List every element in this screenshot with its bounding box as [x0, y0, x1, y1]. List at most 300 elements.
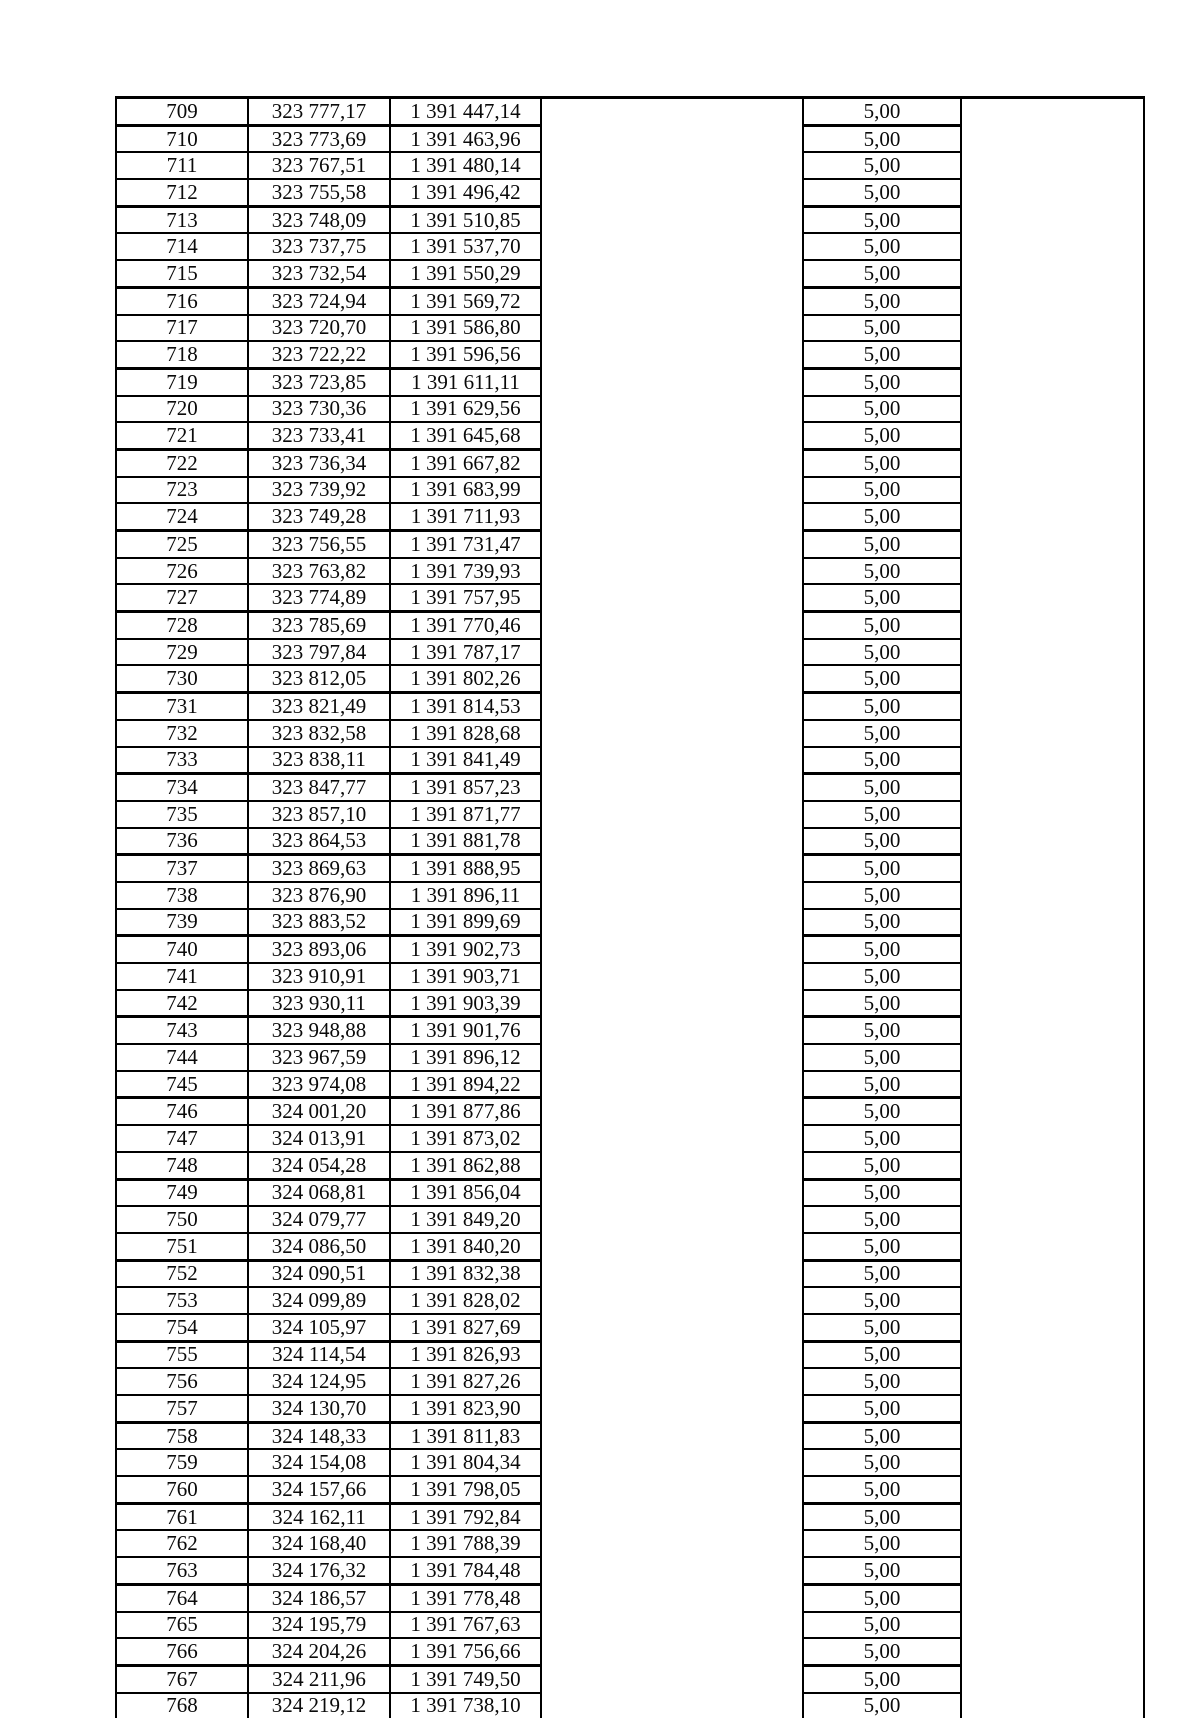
table-row — [116, 179, 1144, 206]
empty-cell — [541, 1693, 803, 1718]
empty-cell-right — [961, 720, 1144, 747]
table-row — [116, 1503, 1144, 1530]
table-row — [116, 1098, 1144, 1125]
table-row — [116, 1665, 1144, 1692]
point-number-cell: 739 — [116, 909, 248, 936]
table-row — [116, 449, 1144, 476]
point-number-cell: 752 — [116, 1260, 248, 1287]
empty-cell — [541, 422, 803, 449]
empty-cell-right — [961, 206, 1144, 233]
coordinate-x-cell: 324 124,95 — [248, 1368, 390, 1395]
point-number-cell: 711 — [116, 152, 248, 179]
empty-cell-right — [961, 1665, 1144, 1692]
point-number-cell: 753 — [116, 1287, 248, 1314]
table-row — [116, 98, 1144, 126]
coordinate-x-cell: 323 838,11 — [248, 747, 390, 774]
value-cell: 5,00 — [803, 855, 961, 882]
coordinate-x-cell: 324 086,50 — [248, 1233, 390, 1260]
point-number-cell: 719 — [116, 368, 248, 395]
table-row — [116, 152, 1144, 179]
value-cell: 5,00 — [803, 558, 961, 585]
empty-cell-right — [961, 665, 1144, 692]
coordinate-x-cell: 323 755,58 — [248, 179, 390, 206]
empty-cell-right — [961, 233, 1144, 260]
value-cell: 5,00 — [803, 1233, 961, 1260]
empty-cell — [541, 855, 803, 882]
coordinate-x-cell: 324 157,66 — [248, 1476, 390, 1503]
value-cell: 5,00 — [803, 1503, 961, 1530]
coordinate-x-cell: 323 756,55 — [248, 531, 390, 558]
table-row — [116, 368, 1144, 395]
value-cell: 5,00 — [803, 936, 961, 963]
coordinate-x-cell: 324 105,97 — [248, 1314, 390, 1341]
value-cell: 5,00 — [803, 1476, 961, 1503]
empty-cell-right — [961, 855, 1144, 882]
value-cell: 5,00 — [803, 1314, 961, 1341]
coordinate-y-cell: 1 391 903,71 — [390, 963, 541, 990]
point-number-cell: 755 — [116, 1341, 248, 1368]
empty-cell-right — [961, 287, 1144, 314]
empty-cell — [541, 1449, 803, 1476]
coordinate-x-cell: 324 204,26 — [248, 1638, 390, 1665]
coordinate-y-cell: 1 391 667,82 — [390, 449, 541, 476]
coordinate-y-cell: 1 391 896,12 — [390, 1044, 541, 1071]
coordinate-y-cell: 1 391 873,02 — [390, 1125, 541, 1152]
coordinate-y-cell: 1 391 778,48 — [390, 1584, 541, 1611]
coordinate-y-cell: 1 391 826,93 — [390, 1341, 541, 1368]
value-cell: 5,00 — [803, 720, 961, 747]
coordinate-x-cell: 323 785,69 — [248, 612, 390, 639]
point-number-cell: 732 — [116, 720, 248, 747]
table-row — [116, 1152, 1144, 1179]
empty-cell — [541, 828, 803, 855]
coordinate-x-cell: 323 722,22 — [248, 341, 390, 368]
point-number-cell: 754 — [116, 1314, 248, 1341]
point-number-cell: 731 — [116, 693, 248, 720]
coordinate-y-cell: 1 391 611,11 — [390, 368, 541, 395]
empty-cell — [541, 720, 803, 747]
coordinate-y-cell: 1 391 894,22 — [390, 1071, 541, 1098]
coordinate-x-cell: 323 967,59 — [248, 1044, 390, 1071]
value-cell: 5,00 — [803, 368, 961, 395]
point-number-cell: 729 — [116, 639, 248, 666]
coordinate-y-cell: 1 391 749,50 — [390, 1665, 541, 1692]
table-row — [116, 287, 1144, 314]
point-number-cell: 715 — [116, 260, 248, 287]
coordinate-x-cell: 324 168,40 — [248, 1530, 390, 1557]
point-number-cell: 759 — [116, 1449, 248, 1476]
table-row — [116, 720, 1144, 747]
coordinate-y-cell: 1 391 550,29 — [390, 260, 541, 287]
coordinate-x-cell: 324 148,33 — [248, 1422, 390, 1449]
value-cell: 5,00 — [803, 315, 961, 342]
empty-cell-right — [961, 693, 1144, 720]
table-row — [116, 1449, 1144, 1476]
coordinate-y-cell: 1 391 828,68 — [390, 720, 541, 747]
empty-cell — [541, 315, 803, 342]
coordinate-x-cell: 324 176,32 — [248, 1557, 390, 1584]
point-number-cell: 741 — [116, 963, 248, 990]
empty-cell — [541, 260, 803, 287]
empty-cell-right — [961, 368, 1144, 395]
point-number-cell: 720 — [116, 396, 248, 423]
table-row — [116, 1530, 1144, 1557]
table-row — [116, 1584, 1144, 1611]
coordinate-y-cell: 1 391 569,72 — [390, 287, 541, 314]
empty-cell — [541, 1233, 803, 1260]
coordinate-y-cell: 1 391 784,48 — [390, 1557, 541, 1584]
empty-cell-right — [961, 558, 1144, 585]
point-number-cell: 727 — [116, 584, 248, 611]
empty-cell-right — [961, 1638, 1144, 1665]
coordinate-y-cell: 1 391 756,66 — [390, 1638, 541, 1665]
point-number-cell: 767 — [116, 1665, 248, 1692]
point-number-cell: 722 — [116, 449, 248, 476]
coordinate-x-cell: 323 821,49 — [248, 693, 390, 720]
coordinate-x-cell: 323 876,90 — [248, 882, 390, 909]
empty-cell-right — [961, 1017, 1144, 1044]
empty-cell-right — [961, 612, 1144, 639]
empty-cell — [541, 963, 803, 990]
empty-cell-right — [961, 1314, 1144, 1341]
coordinate-x-cell: 323 732,54 — [248, 260, 390, 287]
empty-cell — [541, 1530, 803, 1557]
point-number-cell: 736 — [116, 828, 248, 855]
empty-cell — [541, 1612, 803, 1639]
value-cell: 5,00 — [803, 179, 961, 206]
coordinate-y-cell: 1 391 881,78 — [390, 828, 541, 855]
coordinate-y-cell: 1 391 463,96 — [390, 125, 541, 152]
point-number-cell: 728 — [116, 612, 248, 639]
coordinate-y-cell: 1 391 899,69 — [390, 909, 541, 936]
empty-cell-right — [961, 747, 1144, 774]
empty-cell-right — [961, 179, 1144, 206]
empty-cell — [541, 747, 803, 774]
table-row — [116, 665, 1144, 692]
empty-cell-right — [961, 1693, 1144, 1718]
coordinate-x-cell: 323 748,09 — [248, 206, 390, 233]
table-row — [116, 828, 1144, 855]
empty-cell — [541, 1665, 803, 1692]
value-cell: 5,00 — [803, 693, 961, 720]
point-number-cell: 716 — [116, 287, 248, 314]
empty-cell-right — [961, 341, 1144, 368]
point-number-cell: 748 — [116, 1152, 248, 1179]
value-cell: 5,00 — [803, 449, 961, 476]
empty-cell-right — [961, 1395, 1144, 1422]
table-row — [116, 1179, 1144, 1206]
empty-cell — [541, 1152, 803, 1179]
empty-cell — [541, 449, 803, 476]
coordinate-y-cell: 1 391 896,11 — [390, 882, 541, 909]
coordinate-x-cell: 324 090,51 — [248, 1260, 390, 1287]
coordinate-x-cell: 324 114,54 — [248, 1341, 390, 1368]
value-cell: 5,00 — [803, 233, 961, 260]
table-row — [116, 341, 1144, 368]
coordinate-x-cell: 324 054,28 — [248, 1152, 390, 1179]
table-row — [116, 747, 1144, 774]
table-row — [116, 1314, 1144, 1341]
coordinate-x-cell: 324 154,08 — [248, 1449, 390, 1476]
coordinate-table — [115, 96, 1145, 1718]
point-number-cell: 757 — [116, 1395, 248, 1422]
table-row — [116, 882, 1144, 909]
empty-cell — [541, 233, 803, 260]
empty-cell-right — [961, 396, 1144, 423]
coordinate-x-cell: 324 099,89 — [248, 1287, 390, 1314]
point-number-cell: 746 — [116, 1098, 248, 1125]
table-row — [116, 1368, 1144, 1395]
empty-cell — [541, 1260, 803, 1287]
coordinate-y-cell: 1 391 862,88 — [390, 1152, 541, 1179]
coordinate-y-cell: 1 391 739,93 — [390, 558, 541, 585]
empty-cell — [541, 179, 803, 206]
point-number-cell: 713 — [116, 206, 248, 233]
table-row — [116, 1476, 1144, 1503]
value-cell: 5,00 — [803, 531, 961, 558]
coordinate-x-cell: 323 730,36 — [248, 396, 390, 423]
table-row — [116, 503, 1144, 530]
empty-cell — [541, 639, 803, 666]
value-cell: 5,00 — [803, 396, 961, 423]
empty-cell-right — [961, 531, 1144, 558]
coordinate-x-cell: 323 857,10 — [248, 801, 390, 828]
point-number-cell: 745 — [116, 1071, 248, 1098]
value-cell: 5,00 — [803, 801, 961, 828]
empty-cell-right — [961, 1179, 1144, 1206]
table-row — [116, 1287, 1144, 1314]
value-cell: 5,00 — [803, 882, 961, 909]
coordinate-y-cell: 1 391 903,39 — [390, 990, 541, 1017]
empty-cell-right — [961, 1125, 1144, 1152]
point-number-cell: 768 — [116, 1693, 248, 1718]
value-cell: 5,00 — [803, 1152, 961, 1179]
value-cell: 5,00 — [803, 152, 961, 179]
empty-cell-right — [961, 1449, 1144, 1476]
coordinate-y-cell: 1 391 767,63 — [390, 1612, 541, 1639]
empty-cell — [541, 1584, 803, 1611]
point-number-cell: 764 — [116, 1584, 248, 1611]
coordinate-y-cell: 1 391 828,02 — [390, 1287, 541, 1314]
empty-cell — [541, 1314, 803, 1341]
empty-cell-right — [961, 584, 1144, 611]
table-row — [116, 909, 1144, 936]
coordinate-x-cell: 324 079,77 — [248, 1206, 390, 1233]
coordinate-y-cell: 1 391 877,86 — [390, 1098, 541, 1125]
empty-cell-right — [961, 125, 1144, 152]
empty-cell-right — [961, 882, 1144, 909]
empty-cell — [541, 1368, 803, 1395]
point-number-cell: 726 — [116, 558, 248, 585]
empty-cell — [541, 936, 803, 963]
table-row — [116, 774, 1144, 801]
table-row — [116, 1638, 1144, 1665]
empty-cell — [541, 612, 803, 639]
value-cell: 5,00 — [803, 1125, 961, 1152]
coordinate-x-cell: 323 724,94 — [248, 287, 390, 314]
empty-cell — [541, 503, 803, 530]
coordinate-x-cell: 323 910,91 — [248, 963, 390, 990]
empty-cell — [541, 1503, 803, 1530]
empty-cell — [541, 341, 803, 368]
empty-cell-right — [961, 152, 1144, 179]
value-cell: 5,00 — [803, 747, 961, 774]
table-row — [116, 1206, 1144, 1233]
point-number-cell: 734 — [116, 774, 248, 801]
value-cell: 5,00 — [803, 206, 961, 233]
coordinate-x-cell: 323 864,53 — [248, 828, 390, 855]
empty-cell-right — [961, 1530, 1144, 1557]
value-cell: 5,00 — [803, 1017, 961, 1044]
empty-cell-right — [961, 963, 1144, 990]
empty-cell — [541, 368, 803, 395]
table-row — [116, 1341, 1144, 1368]
empty-cell — [541, 665, 803, 692]
table-row — [116, 1395, 1144, 1422]
coordinate-y-cell: 1 391 629,56 — [390, 396, 541, 423]
table-row — [116, 612, 1144, 639]
coordinate-y-cell: 1 391 731,47 — [390, 531, 541, 558]
value-cell: 5,00 — [803, 1071, 961, 1098]
table-row — [116, 422, 1144, 449]
table-row — [116, 1233, 1144, 1260]
table-row — [116, 531, 1144, 558]
point-number-cell: 763 — [116, 1557, 248, 1584]
empty-cell — [541, 1098, 803, 1125]
coordinate-x-cell: 323 720,70 — [248, 315, 390, 342]
empty-cell-right — [961, 449, 1144, 476]
point-number-cell: 710 — [116, 125, 248, 152]
value-cell: 5,00 — [803, 963, 961, 990]
coordinate-y-cell: 1 391 888,95 — [390, 855, 541, 882]
empty-cell — [541, 152, 803, 179]
point-number-cell: 750 — [116, 1206, 248, 1233]
empty-cell — [541, 882, 803, 909]
point-number-cell: 742 — [116, 990, 248, 1017]
coordinate-y-cell: 1 391 711,93 — [390, 503, 541, 530]
empty-cell-right — [961, 1341, 1144, 1368]
empty-cell — [541, 693, 803, 720]
empty-cell-right — [961, 1287, 1144, 1314]
coordinate-x-cell: 323 812,05 — [248, 665, 390, 692]
value-cell: 5,00 — [803, 98, 961, 126]
table-row — [116, 233, 1144, 260]
empty-cell-right — [961, 990, 1144, 1017]
coordinate-x-cell: 323 774,89 — [248, 584, 390, 611]
value-cell: 5,00 — [803, 1422, 961, 1449]
coordinate-x-cell: 323 733,41 — [248, 422, 390, 449]
value-cell: 5,00 — [803, 1368, 961, 1395]
empty-cell — [541, 98, 803, 126]
empty-cell-right — [961, 1233, 1144, 1260]
empty-cell-right — [961, 1422, 1144, 1449]
table-row — [116, 801, 1144, 828]
empty-cell — [541, 1341, 803, 1368]
point-number-cell: 737 — [116, 855, 248, 882]
value-cell: 5,00 — [803, 665, 961, 692]
coordinate-x-cell: 324 130,70 — [248, 1395, 390, 1422]
table-row — [116, 1260, 1144, 1287]
value-cell: 5,00 — [803, 260, 961, 287]
empty-cell-right — [961, 909, 1144, 936]
value-cell: 5,00 — [803, 1638, 961, 1665]
coordinate-y-cell: 1 391 804,34 — [390, 1449, 541, 1476]
point-number-cell: 733 — [116, 747, 248, 774]
coordinate-x-cell: 323 723,85 — [248, 368, 390, 395]
table-row — [116, 1557, 1144, 1584]
point-number-cell: 723 — [116, 477, 248, 504]
table-row — [116, 125, 1144, 152]
coordinate-y-cell: 1 391 901,76 — [390, 1017, 541, 1044]
point-number-cell: 714 — [116, 233, 248, 260]
coordinate-y-cell: 1 391 787,17 — [390, 639, 541, 666]
coordinate-y-cell: 1 391 827,26 — [390, 1368, 541, 1395]
point-number-cell: 760 — [116, 1476, 248, 1503]
value-cell: 5,00 — [803, 612, 961, 639]
empty-cell-right — [961, 936, 1144, 963]
coordinate-y-cell: 1 391 832,38 — [390, 1260, 541, 1287]
coordinate-y-cell: 1 391 586,80 — [390, 315, 541, 342]
coordinate-x-cell: 324 013,91 — [248, 1125, 390, 1152]
table-row — [116, 990, 1144, 1017]
value-cell: 5,00 — [803, 1341, 961, 1368]
point-number-cell: 751 — [116, 1233, 248, 1260]
coordinate-x-cell: 323 763,82 — [248, 558, 390, 585]
empty-cell-right — [961, 1612, 1144, 1639]
point-number-cell: 765 — [116, 1612, 248, 1639]
value-cell: 5,00 — [803, 1179, 961, 1206]
table-row — [116, 1422, 1144, 1449]
coordinate-y-cell: 1 391 757,95 — [390, 584, 541, 611]
coordinate-x-cell: 323 832,58 — [248, 720, 390, 747]
table-row — [116, 584, 1144, 611]
point-number-cell: 709 — [116, 98, 248, 126]
empty-cell-right — [961, 1206, 1144, 1233]
empty-cell-right — [961, 774, 1144, 801]
empty-cell-right — [961, 1557, 1144, 1584]
value-cell: 5,00 — [803, 1530, 961, 1557]
point-number-cell: 766 — [116, 1638, 248, 1665]
empty-cell — [541, 558, 803, 585]
table-row — [116, 693, 1144, 720]
value-cell: 5,00 — [803, 1395, 961, 1422]
table-row — [116, 1612, 1144, 1639]
empty-cell-right — [961, 422, 1144, 449]
coordinate-y-cell: 1 391 857,23 — [390, 774, 541, 801]
coordinate-y-cell: 1 391 811,83 — [390, 1422, 541, 1449]
value-cell: 5,00 — [803, 125, 961, 152]
coordinate-x-cell: 324 186,57 — [248, 1584, 390, 1611]
coordinate-y-cell: 1 391 447,14 — [390, 98, 541, 126]
point-number-cell: 761 — [116, 1503, 248, 1530]
coordinate-y-cell: 1 391 596,56 — [390, 341, 541, 368]
empty-cell — [541, 1557, 803, 1584]
value-cell: 5,00 — [803, 1044, 961, 1071]
coordinate-x-cell: 324 162,11 — [248, 1503, 390, 1530]
table-row — [116, 260, 1144, 287]
empty-cell-right — [961, 477, 1144, 504]
coordinate-y-cell: 1 391 840,20 — [390, 1233, 541, 1260]
coordinate-y-cell: 1 391 823,90 — [390, 1395, 541, 1422]
empty-cell — [541, 990, 803, 1017]
point-number-cell: 725 — [116, 531, 248, 558]
coordinate-x-cell: 324 068,81 — [248, 1179, 390, 1206]
table-row — [116, 206, 1144, 233]
value-cell: 5,00 — [803, 990, 961, 1017]
value-cell: 5,00 — [803, 1260, 961, 1287]
empty-cell-right — [961, 1260, 1144, 1287]
coordinate-y-cell: 1 391 798,05 — [390, 1476, 541, 1503]
